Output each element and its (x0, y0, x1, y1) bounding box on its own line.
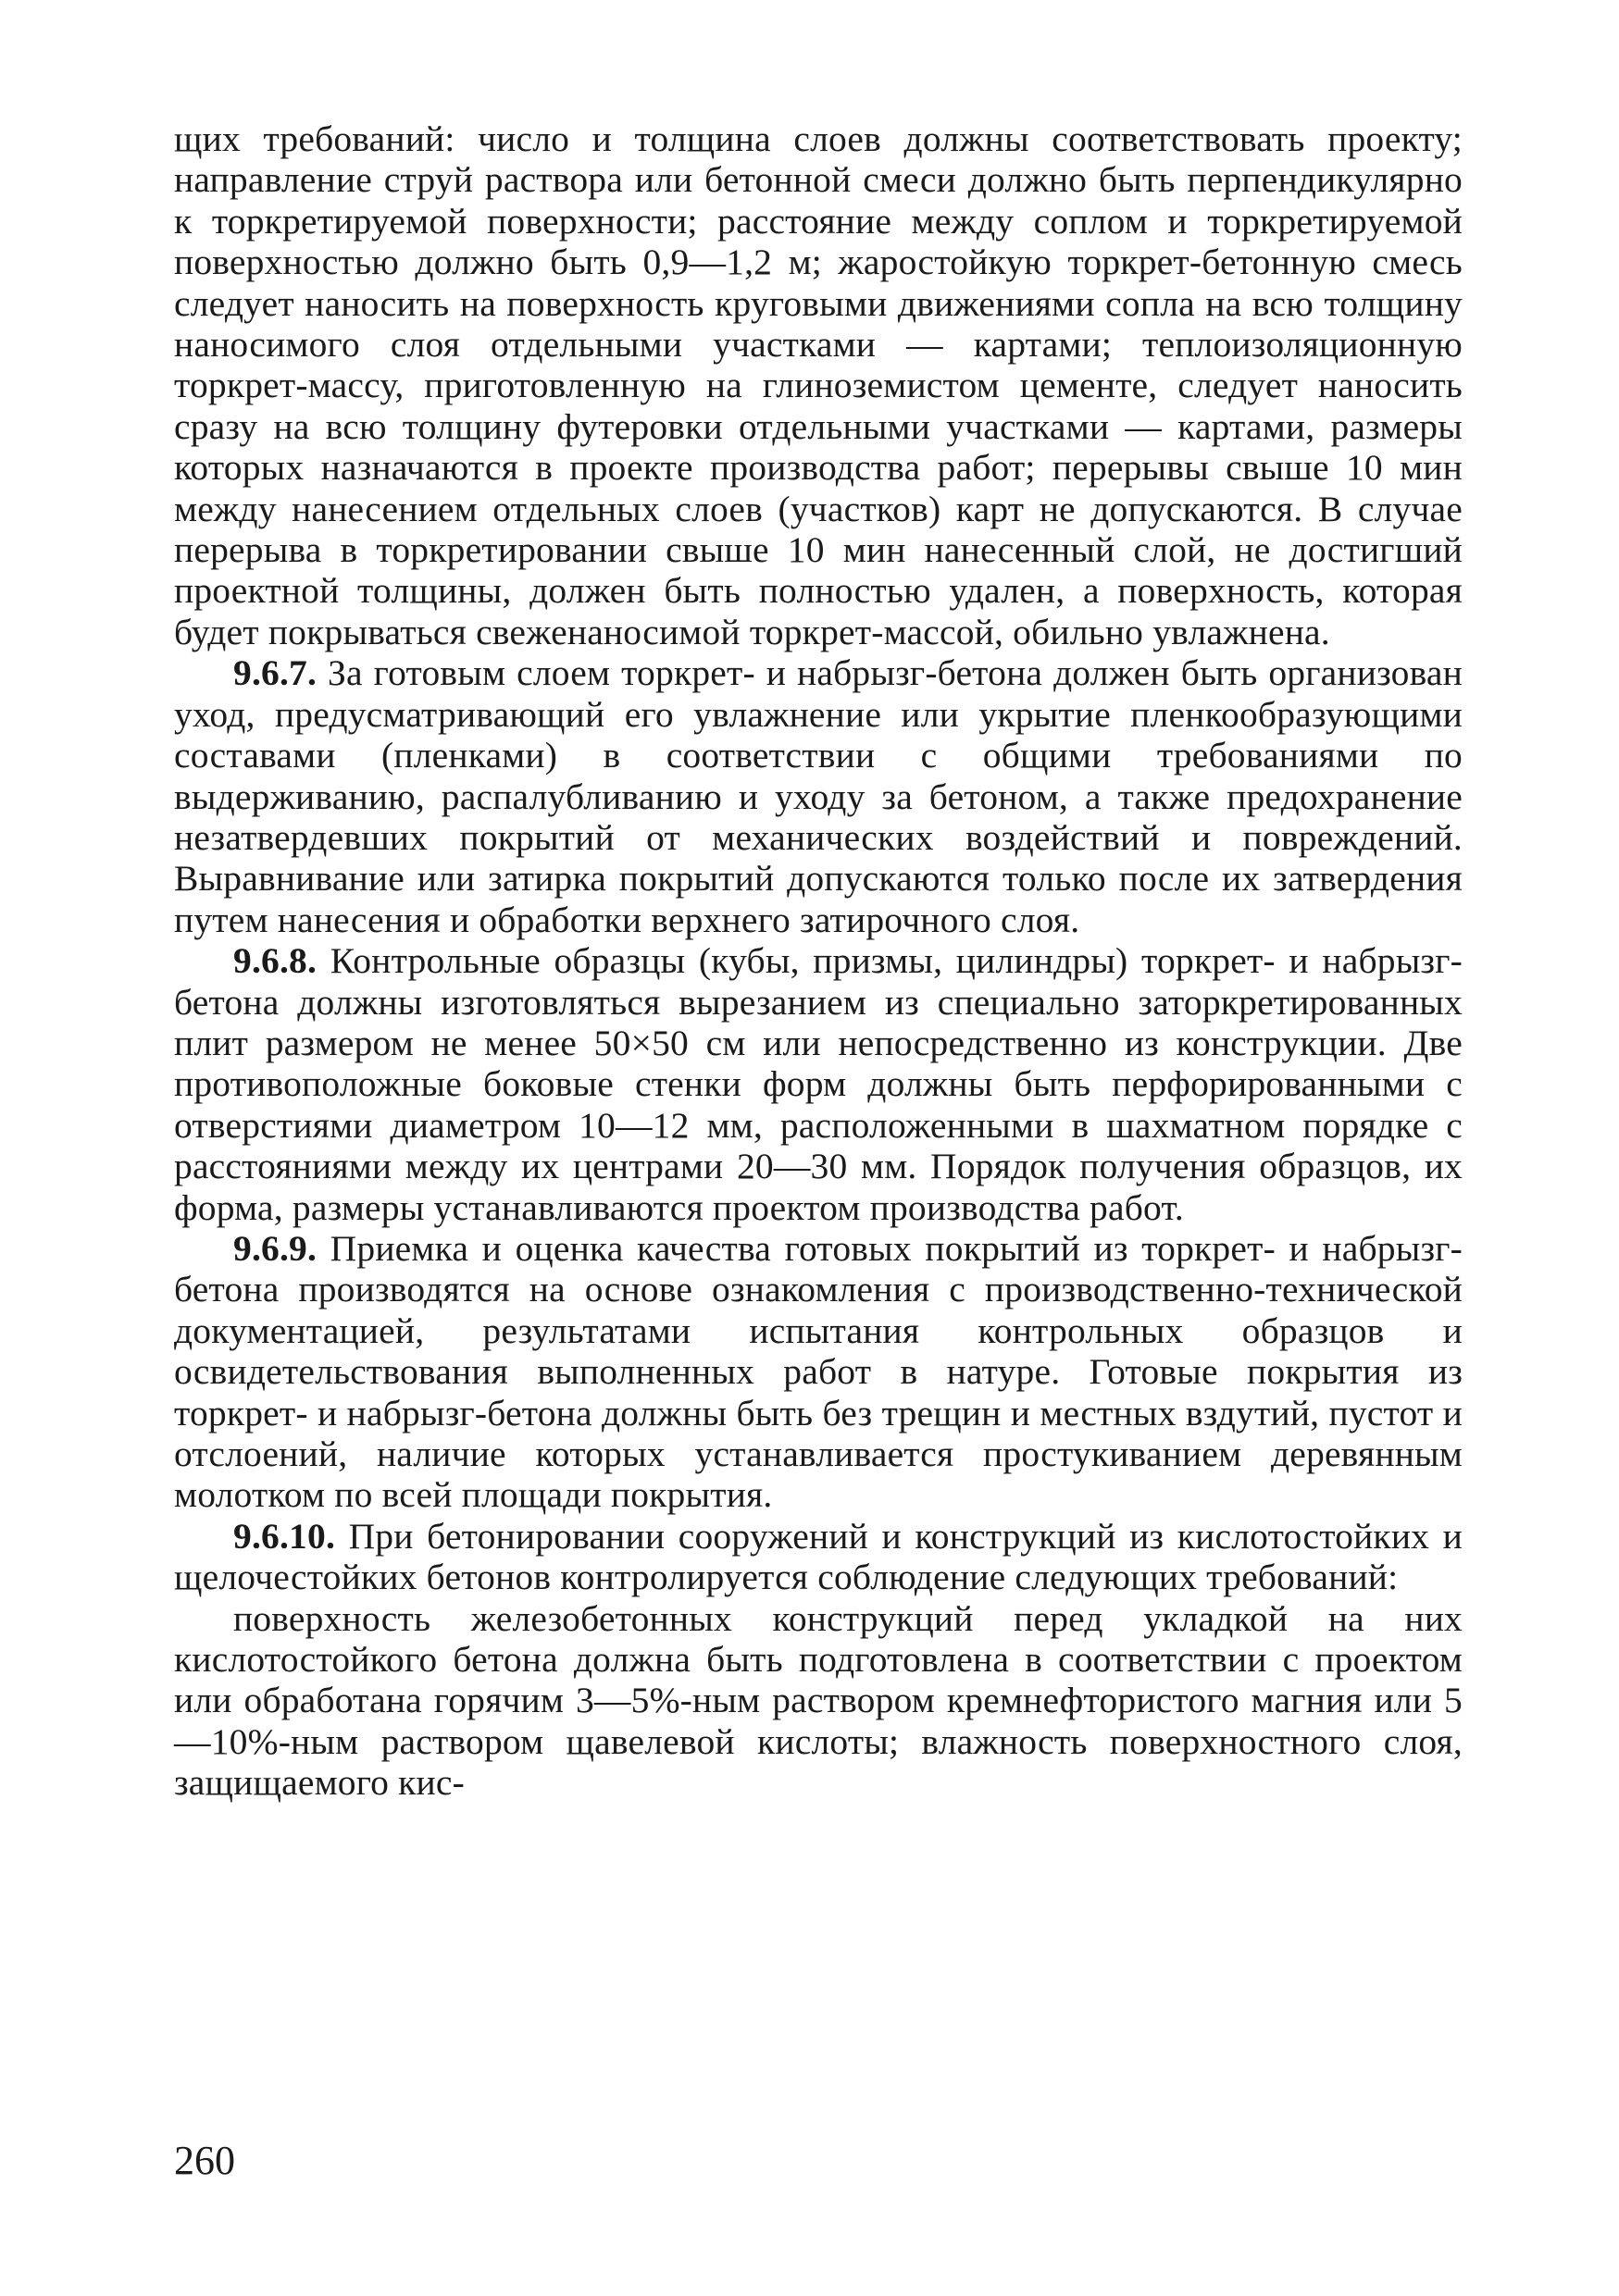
paragraph-text: При бетонировании сооружений и конструкций из кислотостойких и щелочестойких бетонов контролируется соблюдение следующих требований: (174, 1515, 1463, 1598)
paragraph-text: Приемка и оценка качества готовых покрытий из торкрет- и набрызг-бетона производятся на основе ознакомления с производственно-технической документацией, результатами испытания контрольных образцов и освидетельствования выполненных работ в натуре. Готовые покрытия из торкрет- и набрызг-бетона должны быть без трещин и местных вздутий, пустот и отслоений, наличие которых устанавливается простукиванием деревянным молотком по всей площади покрытия. (174, 1227, 1463, 1516)
paragraph-9-6-8 (174, 940, 1463, 1228)
section-number: 9.6.8. (233, 940, 318, 982)
page-body (174, 118, 1463, 1804)
paragraph-text: За готовым слоем торкрет- и набрызг-бетона должен быть организован уход, предусматривающий его увлажнение или укрытие пленкообразующими составами (пленками) в соответствии с общими требованиями по выдерживанию, распалубливанию и уходу за бетоном, а также предохранение незатвердевших покрытий от механических воздействий и повреждений. Выравнивание или затирка покрытий допускаются только после их затвердения путем нанесения и обработки верхнего затирочного слоя. (174, 652, 1463, 940)
section-number: 9.6.10. (233, 1515, 336, 1557)
section-number: 9.6.7. (233, 652, 318, 694)
page-number: 260 (174, 2138, 235, 2183)
paragraph-text: Контрольные образцы (кубы, призмы, цилиндры) торкрет- и набрызг-бетона должны изготовляться вырезанием из специально заторкретированных плит размером не менее 50×50 см или непосредственно из конструкции. Две противоположные боковые стенки форм должны быть перфорированными с отверстиями диаметром 10—12 мм, расположенными в шахматном порядке с расстояниями между их центрами 20—30 мм. Порядок получения образцов, их форма, размеры устанавливаются проектом производства работ. (174, 940, 1463, 1228)
paragraph-requirement-item (174, 1598, 1463, 1804)
paragraph-continuation (174, 118, 1463, 652)
paragraph-9-6-10 (174, 1516, 1463, 1598)
paragraph-9-6-9 (174, 1228, 1463, 1516)
section-number: 9.6.9. (233, 1227, 318, 1269)
paragraph-text: поверхность железобетонных конструкций перед укладкой на них кислотостойкого бетона должна быть подготовлена в соответствии с проектом или обработана горячим 3—5%-ным раствором кремнефтористого магния или 5—10%-ным раствором щавелевой кислоты; влажность поверхностного слоя, защищаемого кис- (174, 1597, 1463, 1804)
paragraph-text: щих требований: число и толщина слоев должны соответствовать проекту; направление струй раствора или бетонной смеси должно быть перпендикулярно к торкретируемой поверхности; расстояние между соплом и торкретируемой поверхностью должно быть 0,9—1,2 м; жаростойкую торкрет-бетонную смесь следует наносить на поверхность круговыми движениями сопла на всю толщину наносимого слоя отдельными участками — картами; теплоизоляционную торкрет-массу, приготовленную на глиноземистом цементе, следует наносить сразу на всю толщину футеровки отдельными участками — картами, размеры которых назначаются в проекте производства работ; перерывы свыше 10 мин между нанесением отдельных слоев (участков) карт не допускаются. В случае перерыва в торкретировании свыше 10 мин нанесенный слой, не достигший проектной толщины, должен быть полностью удален, а поверхность, которая будет покрываться свеженаносимой торкрет-массой, обильно увлажнена. (174, 118, 1463, 652)
paragraph-9-6-7 (174, 652, 1463, 940)
